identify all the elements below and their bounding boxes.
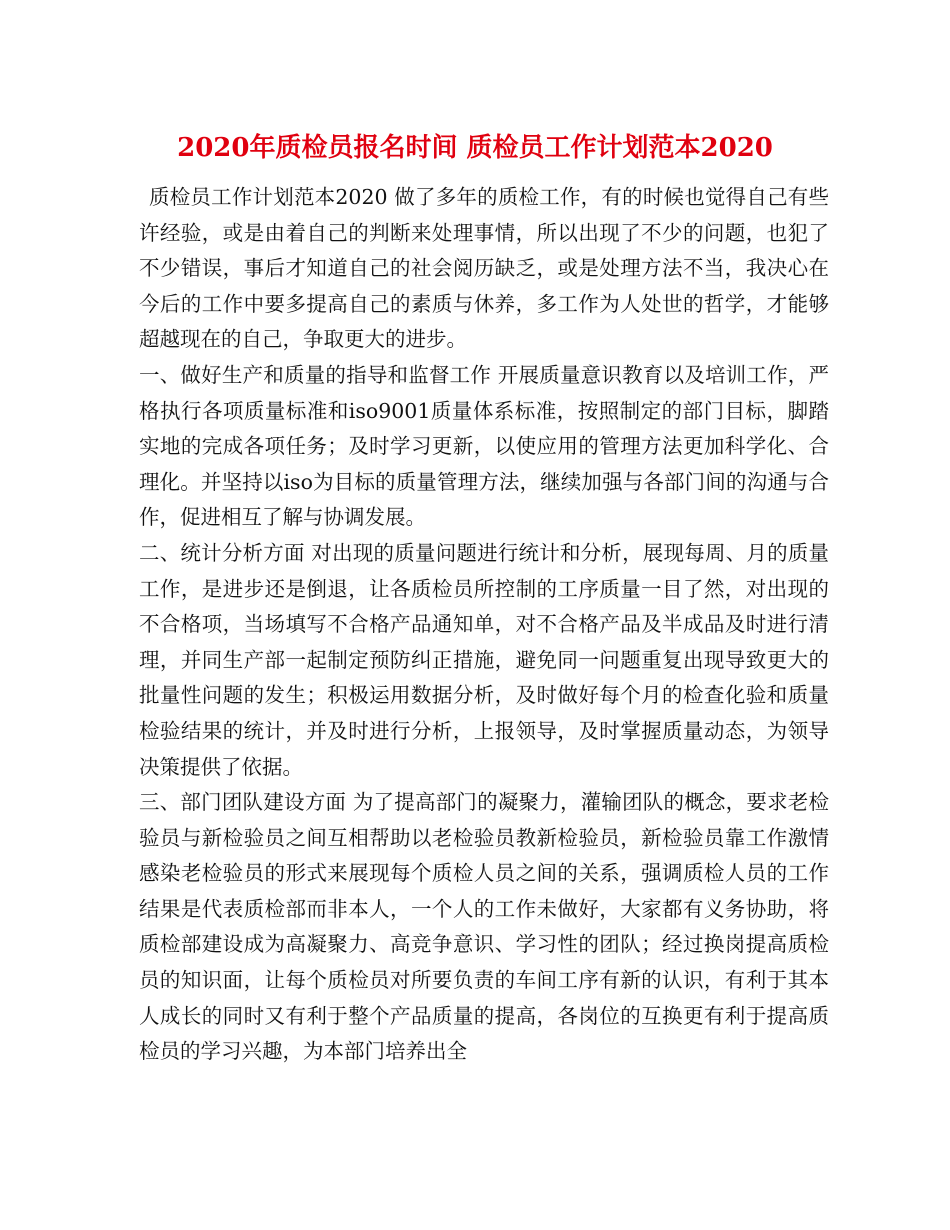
document-title: 2020年质检员报名时间 质检员工作计划范本2020	[177, 133, 773, 163]
document-body	[139, 180, 829, 1070]
paragraph-section-3: 三、部门团队建设方面 为了提高部门的凝聚力，灌输团队的概念，要求老检验员与新检验员之间互相帮助以老检验员教新检验员，新检验员靠工作激情感染老检验员的形式来展现每个质检人员之间的关系，强调质检人员的工作结果是代表质检部而非本人，一个人的工作未做好，大家都有义务协助，将质检部建设成为高凝聚力、高竞争意识、学习性的团队；经过换岗提高质检员的知识面，让每个质检员对所要负责的车间工序有新的认识，有利于其本人成长的同时又有利于整个产品质量的提高，各岗位的互换更有利于提高质检员的学习兴趣，为本部门培养出全	[139, 790, 829, 1064]
paragraph-section-1: 一、做好生产和质量的指导和监督工作 开展质量意识教育以及培训工作，严格执行各项质量标准和iso9001质量体系标准，按照制定的部门目标，脚踏实地的完成各项任务；及时学习更新，以使应用的管理方法更加科学化、合理化。并坚持以iso为目标的质量管理方法，继续加强与各部门间的沟通与合作，促进相互了解与协调发展。	[139, 362, 829, 530]
paragraph-section-2: 二、统计分析方面 对出现的质量问题进行统计和分析，展现每周、月的质量工作，是进步还是倒退，让各质检员所控制的工序质量一目了然，对出现的不合格项，当场填写不合格产品通知单，对不合格产品及半成品及时进行清理，并同生产部一起制定预防纠正措施，避免同一问题重复出现导致更大的批量性问题的发生；积极运用数据分析，及时做好每个月的检查化验和质量检验结果的统计，并及时进行分析，上报领导，及时掌握质量动态，为领导决策提供了依据。	[139, 540, 829, 779]
paragraph-intro: 质检员工作计划范本2020 做了多年的质检工作，有的时候也觉得自己有些许经验，或是由着自己的判断来处理事情，所以出现了不少的问题，也犯了不少错误，事后才知道自己的社会阅历缺乏，或是处理方法不当，我决心在今后的工作中要多提高自己的素质与休养，多工作为人处世的哲学，才能够超越现在的自己，争取更大的进步。	[139, 185, 829, 352]
